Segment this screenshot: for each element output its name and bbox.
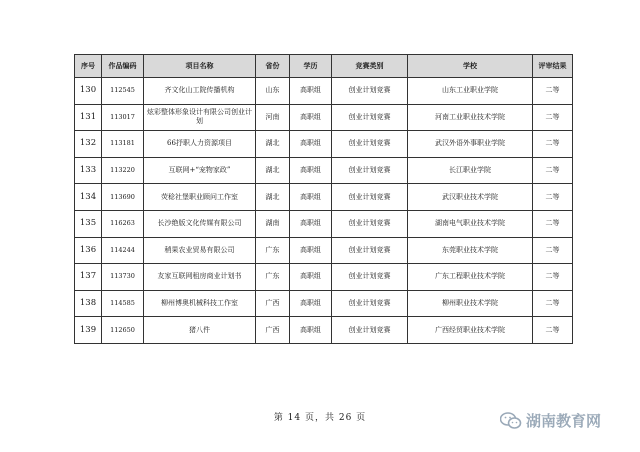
- header-seq: 序号: [75, 55, 102, 78]
- cell-seq: 136: [75, 237, 102, 264]
- cell-level: 高职组: [290, 237, 332, 264]
- cell-seq: 134: [75, 184, 102, 211]
- cell-school: 湖南电气职业技术学院: [408, 210, 533, 237]
- cell-level: 高职组: [290, 78, 332, 105]
- cell-province: 湖北: [256, 157, 290, 184]
- cell-category: 创业计划竞赛: [332, 78, 408, 105]
- cell-province: 广西: [256, 317, 290, 344]
- header-level: 学历: [290, 55, 332, 78]
- cell-school: 长江职业学院: [408, 157, 533, 184]
- cell-seq: 138: [75, 290, 102, 317]
- cell-seq: 139: [75, 317, 102, 344]
- cell-project: 稍果农业贸易有限公司: [144, 237, 256, 264]
- cell-category: 创业计划竞赛: [332, 131, 408, 158]
- cell-code: 113220: [102, 157, 144, 184]
- cell-level: 高职组: [290, 157, 332, 184]
- cell-category: 创业计划竞赛: [332, 104, 408, 131]
- cell-result: 二等: [533, 104, 573, 131]
- table-row: [75, 237, 573, 264]
- cell-code: 116263: [102, 210, 144, 237]
- cell-school: 山东工业职业学院: [408, 78, 533, 105]
- page-number: 第 14 页，共 26 页: [273, 413, 367, 423]
- cell-seq: 135: [75, 210, 102, 237]
- cell-project: 66抒职人力资源项目: [144, 131, 256, 158]
- cell-seq: 131: [75, 104, 102, 131]
- cell-province: 河南: [256, 104, 290, 131]
- table-row: [75, 317, 573, 344]
- cell-code: 112545: [102, 78, 144, 105]
- header-category: 竞赛类别: [332, 55, 408, 78]
- table-row: [75, 157, 573, 184]
- cell-province: 湖北: [256, 131, 290, 158]
- cell-code: 113690: [102, 184, 144, 211]
- cell-school: 武汉外语外事职业学院: [408, 131, 533, 158]
- cell-project: 齐文化山工院传播机构: [144, 78, 256, 105]
- cell-school: 广东工程职业技术学院: [408, 264, 533, 291]
- cell-province: 湖南: [256, 210, 290, 237]
- cell-result: 二等: [533, 184, 573, 211]
- wechat-logo-icon: [500, 412, 522, 430]
- cell-project: 荧稔社堡职业顾问工作室: [144, 184, 256, 211]
- table-row: [75, 184, 573, 211]
- cell-result: 二等: [533, 78, 573, 105]
- cell-seq: 137: [75, 264, 102, 291]
- cell-seq: 132: [75, 131, 102, 158]
- header-province: 省份: [256, 55, 290, 78]
- header-code: 作品编码: [102, 55, 144, 78]
- cell-category: 创业计划竞赛: [332, 237, 408, 264]
- table-row: [75, 290, 573, 317]
- cell-result: 二等: [533, 290, 573, 317]
- cell-code: 114244: [102, 237, 144, 264]
- cell-province: 广西: [256, 290, 290, 317]
- table-row: [75, 210, 573, 237]
- cell-seq: 133: [75, 157, 102, 184]
- cell-code: 113730: [102, 264, 144, 291]
- cell-category: 创业计划竞赛: [332, 317, 408, 344]
- table-body: [75, 78, 573, 344]
- cell-level: 高职组: [290, 184, 332, 211]
- awards-table: [74, 54, 573, 344]
- cell-province: 广东: [256, 237, 290, 264]
- cell-level: 高职组: [290, 317, 332, 344]
- header-project: 项目名称: [144, 55, 256, 78]
- cell-level: 高职组: [290, 210, 332, 237]
- cell-project: 互联网+“宠物家政”: [144, 157, 256, 184]
- cell-level: 高职组: [290, 104, 332, 131]
- cell-project: 炫彩整体形象设计有限公司创业计划: [144, 104, 256, 131]
- cell-level: 高职组: [290, 264, 332, 291]
- header-result: 评审结果: [533, 55, 573, 78]
- cell-project: 长沙绝版文化传媒有限公司: [144, 210, 256, 237]
- cell-province: 山东: [256, 78, 290, 105]
- watermark-text: 湖南教育网: [526, 412, 602, 430]
- cell-level: 高职组: [290, 131, 332, 158]
- cell-result: 二等: [533, 210, 573, 237]
- cell-project: 友家互联网租房商业计划书: [144, 264, 256, 291]
- table-row: [75, 78, 573, 105]
- table-header-row: [75, 55, 573, 78]
- cell-school: 广西经贸职业技术学院: [408, 317, 533, 344]
- cell-school: 柳州职业技术学院: [408, 290, 533, 317]
- cell-seq: 130: [75, 78, 102, 105]
- cell-result: 二等: [533, 264, 573, 291]
- cell-code: 113017: [102, 104, 144, 131]
- table-row: [75, 104, 573, 131]
- cell-province: 广东: [256, 264, 290, 291]
- cell-project: 柳州博奥机械科技工作室: [144, 290, 256, 317]
- cell-code: 114585: [102, 290, 144, 317]
- cell-school: 河南工业职业技术学院: [408, 104, 533, 131]
- cell-school: 武汉职业技术学院: [408, 184, 533, 211]
- cell-project: 猪八件: [144, 317, 256, 344]
- cell-result: 二等: [533, 131, 573, 158]
- cell-school: 东莞职业技术学院: [408, 237, 533, 264]
- cell-code: 112650: [102, 317, 144, 344]
- cell-code: 113181: [102, 131, 144, 158]
- cell-result: 二等: [533, 157, 573, 184]
- cell-category: 创业计划竞赛: [332, 290, 408, 317]
- table-row: [75, 131, 573, 158]
- cell-result: 二等: [533, 317, 573, 344]
- cell-level: 高职组: [290, 290, 332, 317]
- cell-category: 创业计划竞赛: [332, 210, 408, 237]
- cell-category: 创业计划竞赛: [332, 184, 408, 211]
- cell-result: 二等: [533, 237, 573, 264]
- header-school: 学校: [408, 55, 533, 78]
- cell-province: 湖北: [256, 184, 290, 211]
- watermark: [500, 410, 601, 431]
- table-row: [75, 264, 573, 291]
- cell-category: 创业计划竞赛: [332, 264, 408, 291]
- cell-category: 创业计划竞赛: [332, 157, 408, 184]
